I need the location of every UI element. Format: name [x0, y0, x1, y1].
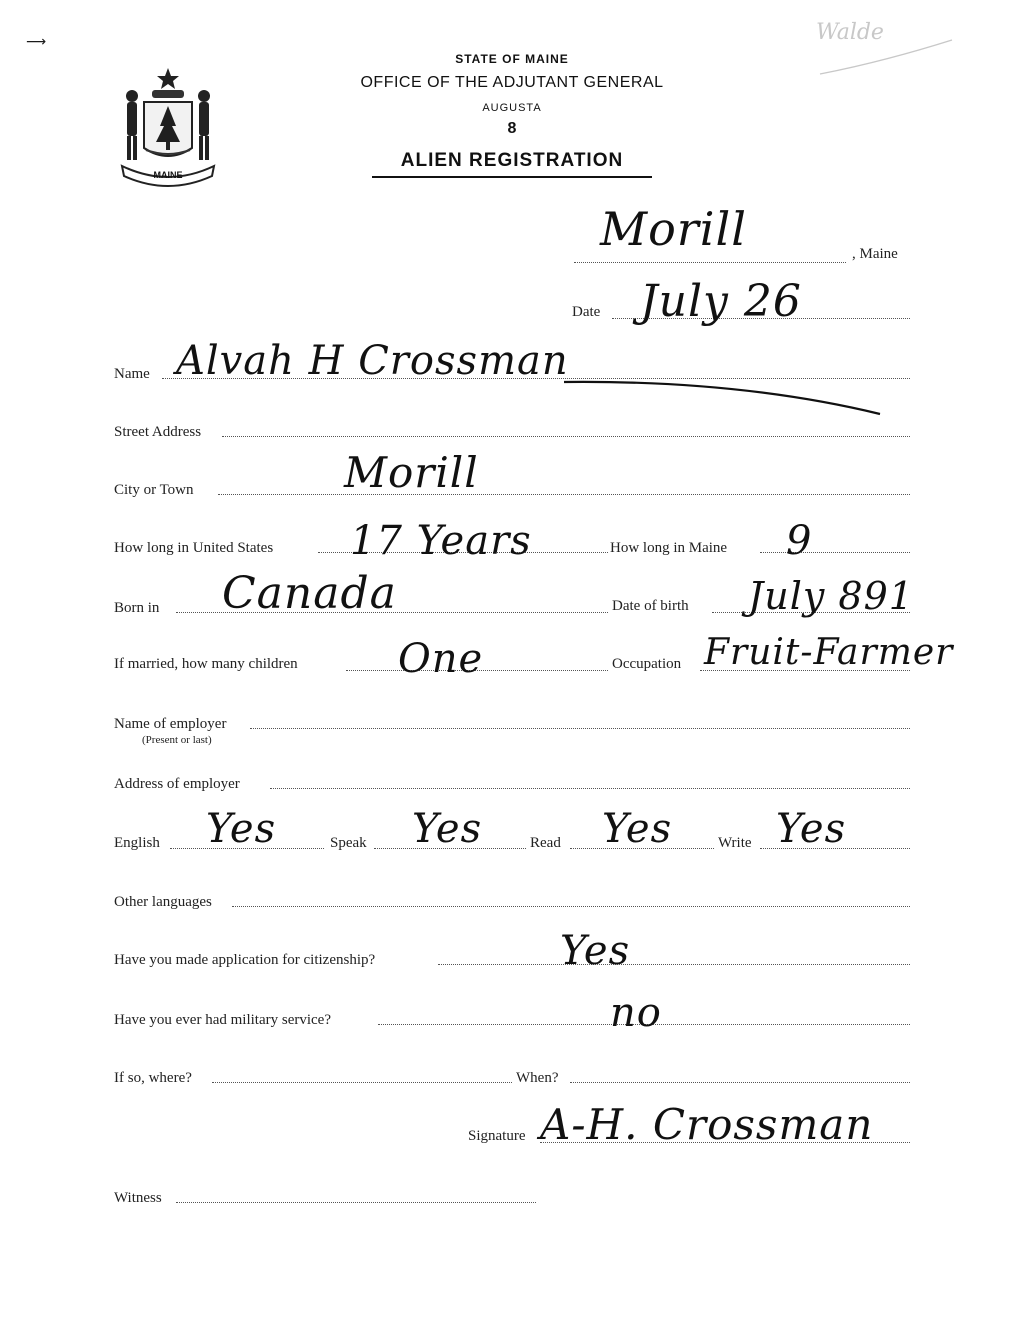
name-value: Alvah H Crossman	[176, 338, 569, 384]
read-value: Yes	[602, 806, 673, 852]
other-languages-line	[232, 906, 910, 907]
street-address-label: Street Address	[114, 424, 202, 440]
form-number-mark: 8	[507, 120, 517, 137]
how-long-us-value: 17 Years	[350, 518, 532, 564]
form-title: ALIEN REGISTRATION	[400, 150, 624, 171]
city-heading: AUGUSTA	[482, 102, 542, 114]
town-label: , Maine	[852, 246, 898, 262]
date-of-birth-label: Date of birth	[612, 598, 689, 614]
children-value: One	[398, 636, 484, 682]
date-of-birth-value: July 891	[748, 574, 914, 618]
witness-line	[176, 1202, 536, 1203]
town-line	[574, 262, 846, 263]
english-value: Yes	[206, 806, 277, 852]
speak-value: Yes	[412, 806, 483, 852]
employer-name-label: Name of employer	[114, 716, 227, 732]
write-value: Yes	[776, 806, 847, 852]
when-line	[570, 1082, 910, 1083]
other-languages-label: Other languages	[114, 894, 212, 910]
seal-banner-text: MAINE	[153, 170, 183, 180]
occupation-label: Occupation	[612, 656, 682, 672]
when-label: When?	[516, 1070, 559, 1086]
office-heading: OFFICE OF THE ADJUTANT GENERAL	[360, 74, 664, 91]
corner-arrow-mark: ⟶	[26, 34, 47, 50]
born-in-value: Canada	[222, 568, 397, 619]
how-long-maine-value: 9	[786, 518, 813, 564]
occupation-value: Fruit-Farmer	[704, 632, 954, 673]
witness-label: Witness	[114, 1190, 162, 1206]
employer-address-line	[270, 788, 910, 789]
employer-address-label: Address of employer	[114, 776, 240, 792]
city-value: Morill	[344, 448, 479, 497]
how-long-maine-label: How long in Maine	[610, 540, 728, 556]
date-label: Date	[572, 304, 601, 320]
employer-name-sublabel: (Present or last)	[142, 734, 212, 746]
town-value: Morill	[600, 202, 747, 256]
name-flourish	[560, 370, 890, 420]
how-long-us-label: How long in United States	[114, 540, 274, 556]
citizenship-value: Yes	[560, 928, 631, 974]
citizenship-label: Have you made application for citizenship?	[114, 952, 376, 968]
signature-value: A-H. Crossman	[540, 1100, 874, 1149]
signature-label: Signature	[468, 1128, 526, 1144]
born-in-label: Born in	[114, 600, 160, 616]
military-label: Have you ever had military service?	[114, 1012, 331, 1028]
street-address-line	[222, 436, 910, 437]
how-long-maine-line	[760, 552, 910, 553]
speak-label: Speak	[330, 835, 367, 851]
city-label: City or Town	[114, 482, 194, 498]
name-label: Name	[114, 366, 150, 382]
form-title-underline	[372, 176, 652, 178]
read-label: Read	[530, 835, 561, 851]
children-label: If married, how many children	[114, 656, 298, 672]
city-line	[218, 494, 910, 495]
where-label: If so, where?	[114, 1070, 192, 1086]
english-label: English	[114, 835, 160, 851]
citizenship-line	[438, 964, 910, 965]
state-heading: STATE OF MAINE	[455, 52, 569, 66]
write-label: Write	[718, 835, 752, 851]
date-value: July 26	[640, 276, 802, 327]
military-value: no	[610, 990, 662, 1036]
corner-pencil-note: Walde	[816, 20, 884, 45]
employer-name-line	[250, 728, 910, 729]
where-line	[212, 1082, 512, 1083]
